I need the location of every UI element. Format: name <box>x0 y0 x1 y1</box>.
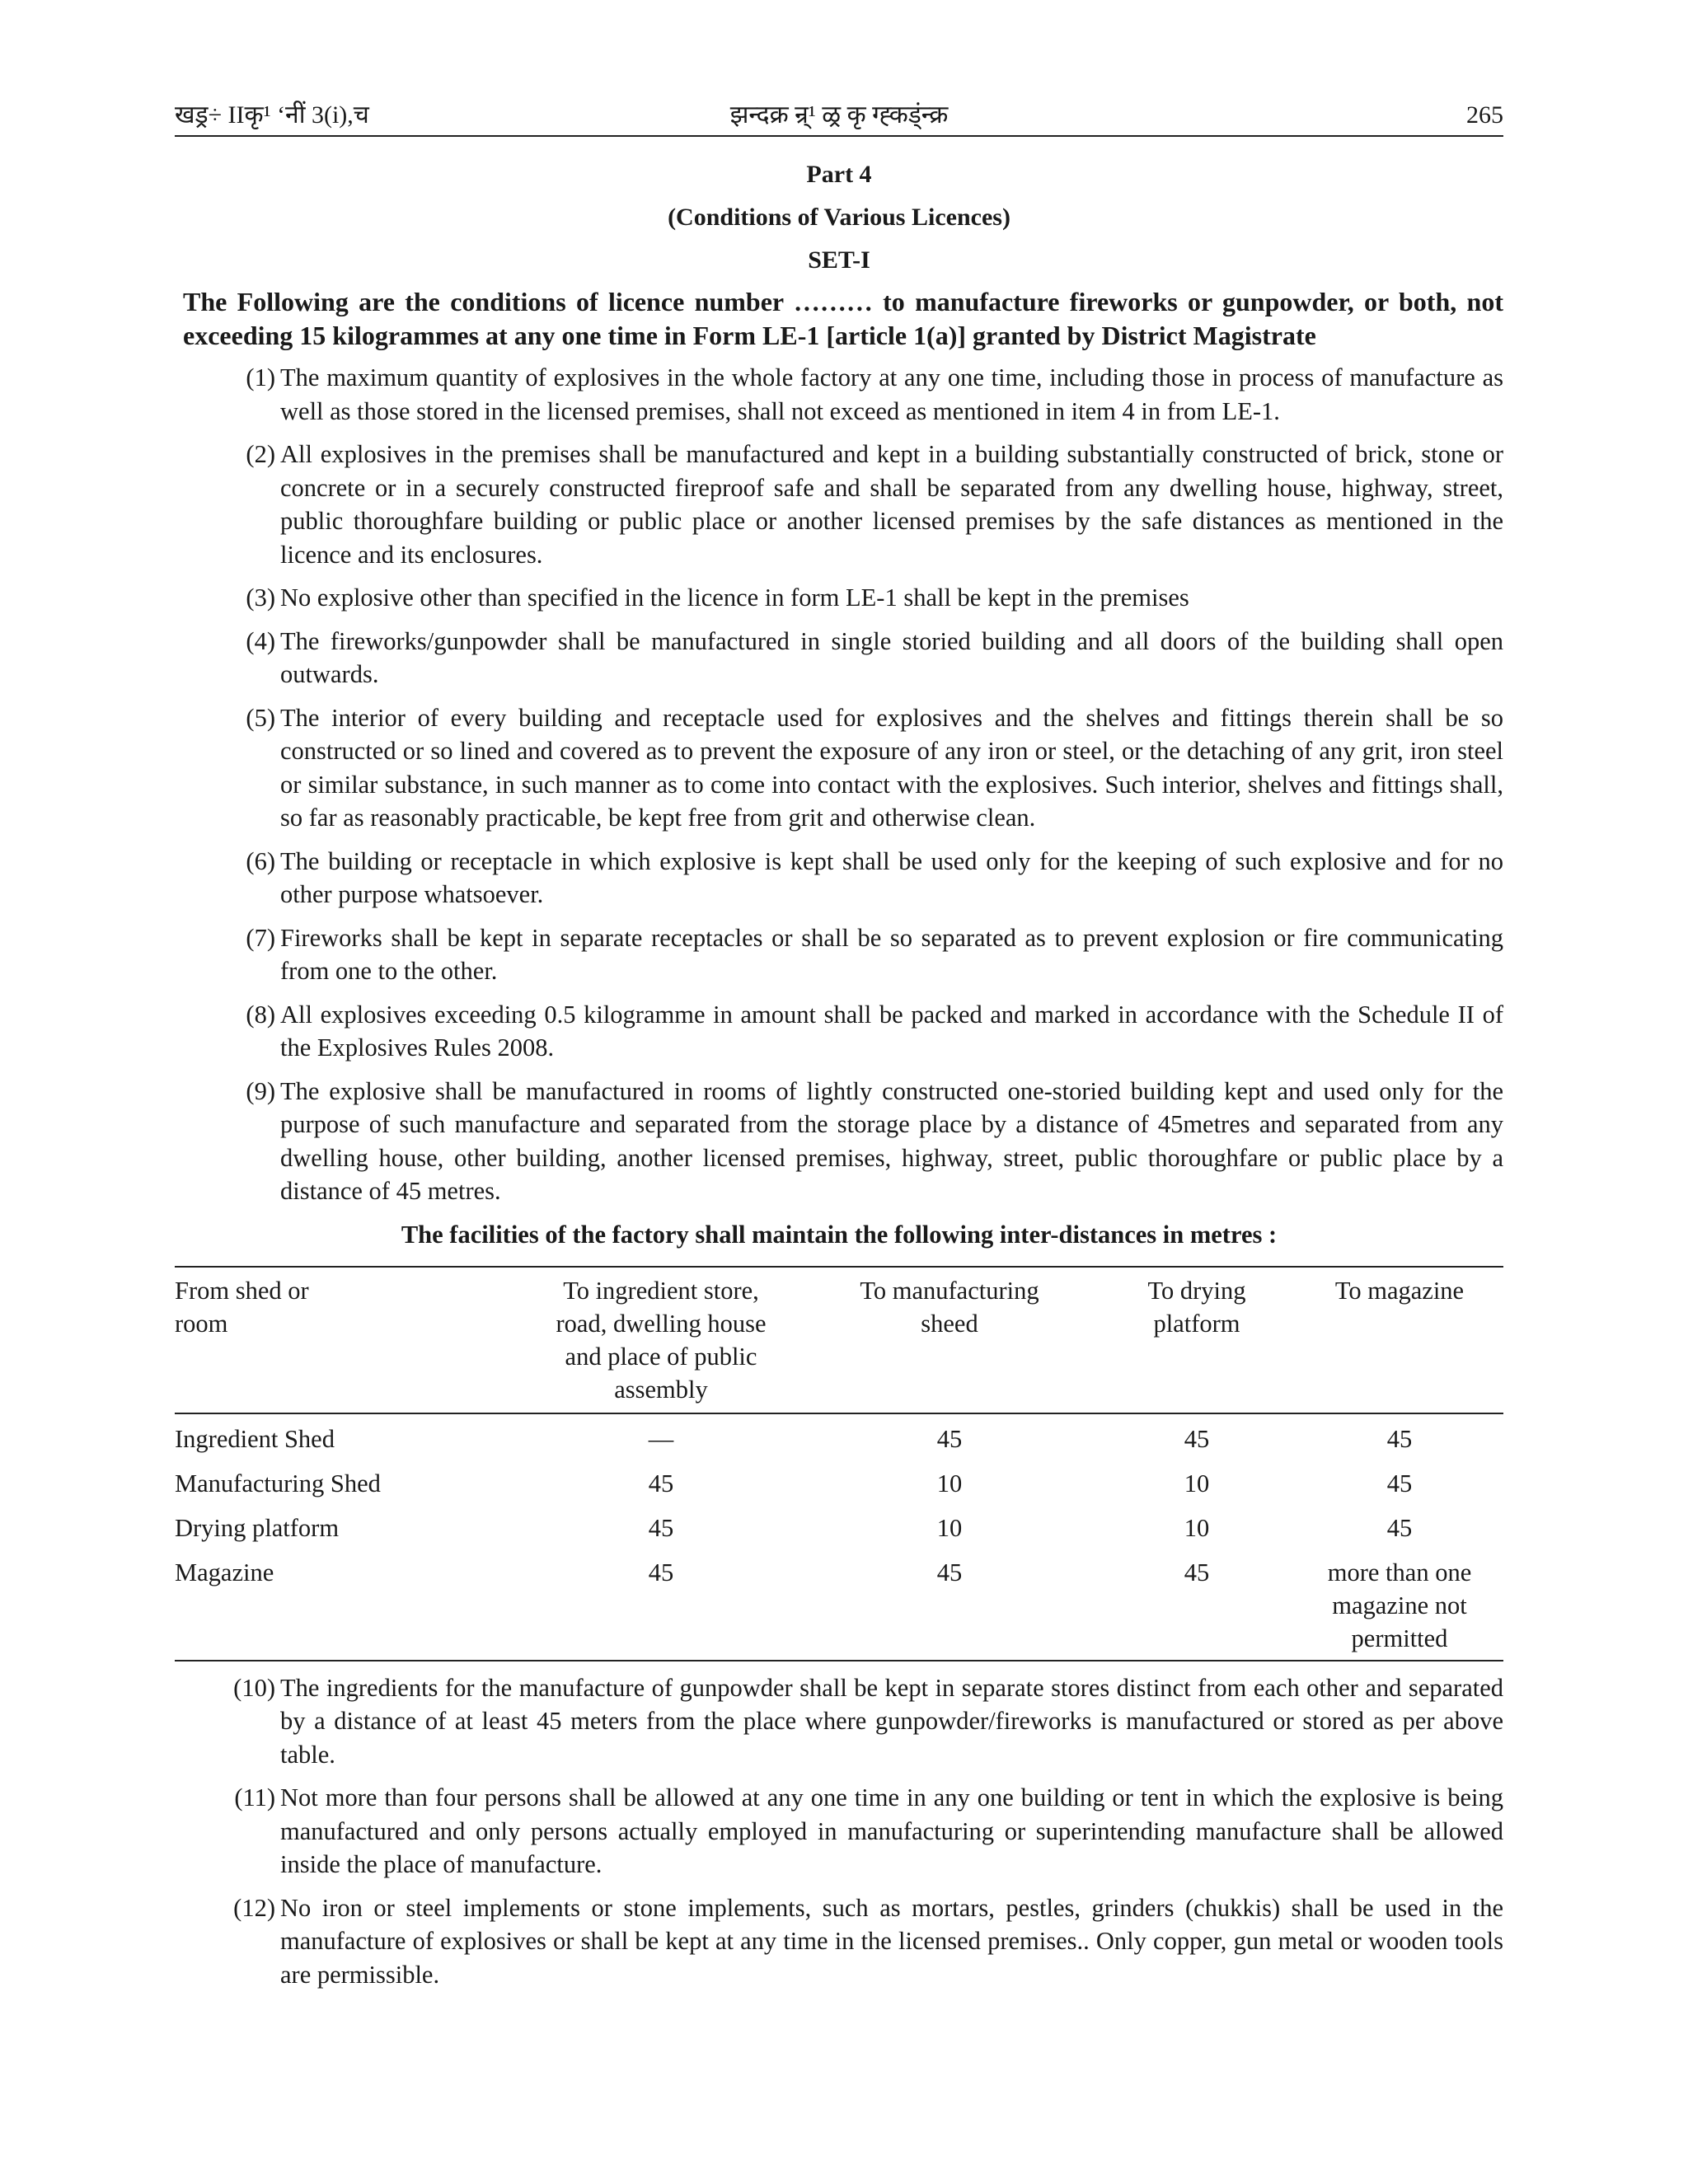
cell-value: 45 <box>1184 1424 1210 1453</box>
clause-text: The fireworks/gunpowder shall be manufactured in single storied building and all doors of the building shall open outwards. <box>280 626 1503 688</box>
cell-value: 45 <box>936 1558 963 1586</box>
clause-number: (9) <box>246 1076 275 1105</box>
clause-text: The maximum quantity of explosives in the whole factory at any one time, including those in process of manufacture as well as those stored in the licensed premises, shall not exceed as mentioned in item 4 in from LE-1. <box>280 363 1503 425</box>
running-head-title: झन्दक्र न्र्¹ ळ्र कृ ग्ह्कड्ंन्क्र <box>729 101 949 129</box>
clause-1 <box>175 361 1503 428</box>
clause-2 <box>175 438 1503 571</box>
cell-value: 45 <box>648 1513 674 1542</box>
clause-10 <box>175 1671 1503 1772</box>
clause-number: (5) <box>246 703 275 732</box>
clauses-list <box>175 361 1503 1208</box>
clause-5 <box>175 701 1503 835</box>
clause-9 <box>175 1075 1503 1208</box>
clause-number: (11) <box>234 1783 275 1811</box>
clause-8 <box>175 998 1503 1065</box>
cell-value: 45 <box>1386 1424 1413 1453</box>
clause-text: All explosives exceeding 0.5 kilogramme in amount shall be packed and marked in accordance with the Schedule II of the Explosives Rules 2008. <box>280 1000 1503 1062</box>
magazine-note: more than one magazine not permitted <box>1327 1558 1472 1652</box>
table-row <box>175 1500 1503 1544</box>
page-number: 265 <box>1466 101 1503 129</box>
cell-value: 45 <box>1184 1558 1210 1586</box>
clause-number: (4) <box>246 626 275 655</box>
header-to-manufacturing: To manufacturing sheed <box>801 1267 1098 1413</box>
table-caption: The facilities of the factory shall maintain the following inter-distances in metres : <box>401 1220 1278 1249</box>
clause-11 <box>175 1781 1503 1882</box>
row-label: Magazine <box>175 1558 274 1586</box>
header-to-drying: To drying platform <box>1098 1267 1296 1413</box>
clause-number: (2) <box>246 440 275 468</box>
table-header-row <box>175 1267 1503 1413</box>
header-to-magazine: To magazine <box>1296 1267 1503 1413</box>
clause-number: (10) <box>233 1673 275 1702</box>
cell-value: — <box>648 1424 674 1453</box>
table-row <box>175 1413 1503 1455</box>
cell-value: 10 <box>936 1469 963 1497</box>
cell-value: 45 <box>648 1469 674 1497</box>
cell-value: 10 <box>936 1513 963 1542</box>
clause-6 <box>175 845 1503 912</box>
cell-value: 10 <box>1184 1469 1210 1497</box>
row-label: Ingredient Shed <box>175 1424 335 1453</box>
document-page <box>175 99 1503 2001</box>
cell-value: 10 <box>1184 1513 1210 1542</box>
header-from-shed: From shed or room <box>175 1267 521 1413</box>
clause-number: (12) <box>233 1893 275 1922</box>
licence-intro: The Following are the conditions of licence number ……… to manufacture fireworks or gunpowder, or both, not exceeding 15 kilogrammes at any one time in Form LE-1 [article 1(a)] granted by District Magistrate <box>183 287 1503 350</box>
clause-text: The interior of every building and receptacle used for explosives and the shelves and fittings therein shall be so constructed or so lined and covered as to prevent the exposure of any iron or steel, or the detaching of any grit, iron steel or similar substance, in such manner as to come into contact with the explosives. Such interior, shelves and fittings shall, so far as reasonably practicable, be kept free from grit and otherwise clean. <box>280 703 1503 832</box>
clause-number: (6) <box>246 846 275 875</box>
clause-3 <box>175 581 1503 615</box>
clause-text: The ingredients for the manufacture of gunpowder shall be kept in separate stores distinct from each other and separated by a distance of at least 45 meters from the place where gunpowder/fireworks is manufactured or stored as per above table. <box>280 1673 1503 1769</box>
clause-text: The building or receptacle in which explosive is kept shall be used only for the keeping of such explosive and for no other purpose whatsoever. <box>280 846 1503 908</box>
set-heading: SET-I <box>808 246 870 274</box>
clause-7 <box>175 921 1503 988</box>
row-label: Drying platform <box>175 1513 340 1542</box>
cell-value: 45 <box>1386 1513 1413 1542</box>
clause-4 <box>175 625 1503 691</box>
clause-text: Not more than four persons shall be allowed at any one time in any one building or tent in which the explosive is being manufactured and only persons actually employed in manufacturing or superintending manufacture shall be allowed inside the place of manufacture. <box>280 1783 1503 1878</box>
cell-value: 45 <box>1386 1469 1413 1497</box>
table-row <box>175 1455 1503 1500</box>
cell-value: 45 <box>936 1424 963 1453</box>
clause-number: (8) <box>246 1000 275 1029</box>
running-head <box>175 99 1503 137</box>
clause-text: No iron or steel implements or stone implements, such as mortars, pestles, grinders (chukkis) shall be used in the manufacture of explosives or shall be kept at any time in the licensed premises.. Only copper, gun metal or wooden tools are permissible. <box>280 1893 1503 1989</box>
inter-distance-table <box>175 1266 1503 1661</box>
clause-text: All explosives in the premises shall be manufactured and kept in a building substantially constructed of brick, stone or concrete or in a securely constructed fireproof safe and shall be separated from any dwelling house, highway, street, public thoroughfare building or public place or another licensed premises by the safe distances as mentioned in the licence and its enclosures. <box>280 440 1503 569</box>
cell-value: 45 <box>648 1558 674 1586</box>
running-head-left: खड्र÷ IIकृ¹ ‘नीं 3(i),च <box>175 101 369 129</box>
clause-number: (3) <box>246 583 275 612</box>
clause-number: (1) <box>246 363 275 391</box>
clause-text: The explosive shall be manufactured in rooms of lightly constructed one-storied building kept and used only for the purpose of such manufacture and separated from the storage place by a distance of 45metres and separated from any dwelling house, other building, another licensed premises, highway, street, public thoroughfare or public place by a distance of 45 metres. <box>280 1076 1503 1205</box>
clause-text: Fireworks shall be kept in separate receptacles or shall be so separated as to prevent explosion or fire communicating from one to the other. <box>280 923 1503 985</box>
row-label: Manufacturing Shed <box>175 1469 381 1497</box>
clauses-after-table <box>175 1671 1503 1992</box>
cell-value <box>1296 1544 1503 1661</box>
part-subtitle: (Conditions of Various Licences) <box>668 204 1010 231</box>
table-row <box>175 1544 1503 1661</box>
clause-text: No explosive other than specified in the licence in form LE-1 shall be kept in the premises <box>280 583 1189 612</box>
header-to-ingredient-store: To ingredient store, road, dwelling house and place of public assembly <box>521 1267 801 1413</box>
part-heading: Part 4 <box>806 161 872 188</box>
clause-number: (7) <box>246 923 275 952</box>
clause-12 <box>175 1891 1503 1992</box>
